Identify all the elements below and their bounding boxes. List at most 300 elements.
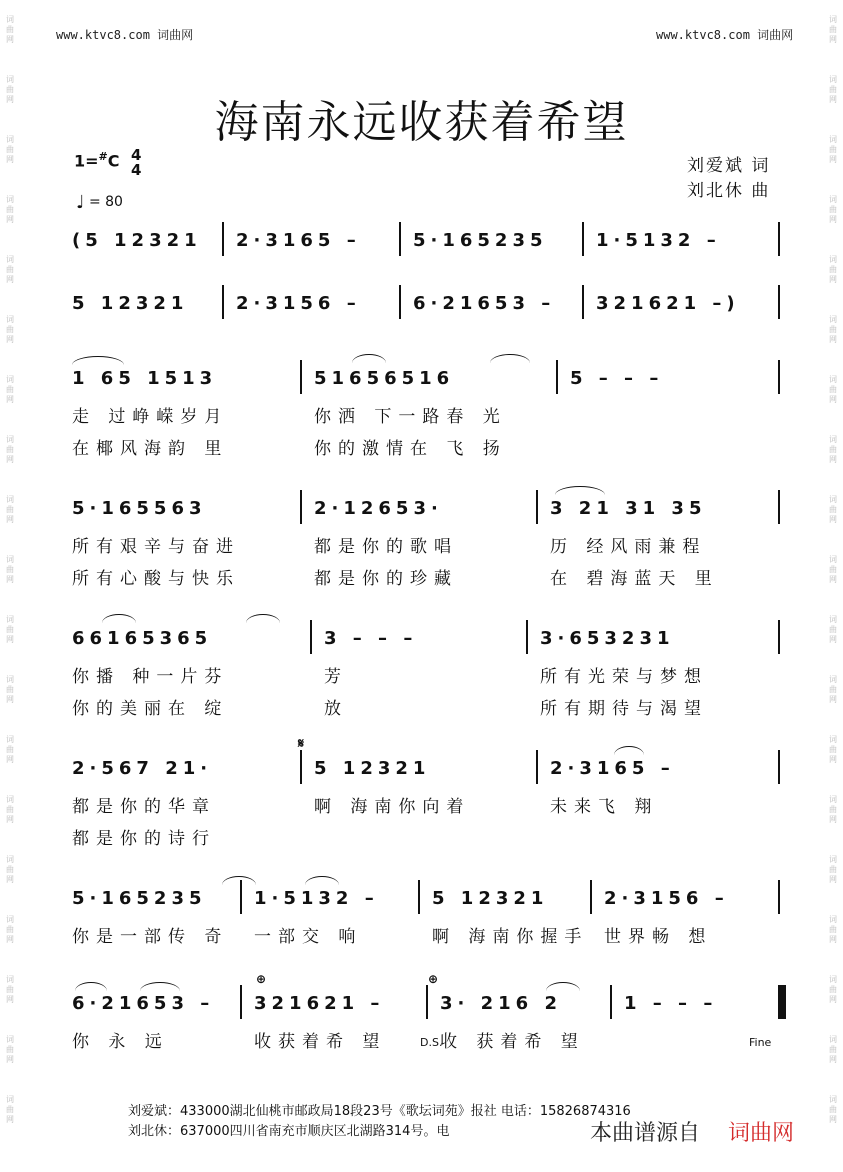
margin-watermark-right (823, 0, 843, 1172)
watermark-char: 词 (829, 495, 837, 504)
watermark-char: 词 (829, 435, 837, 444)
measure-notes: 3·653231 (540, 627, 675, 649)
watermark-char: 词 (6, 435, 14, 444)
watermark-char: 曲 (6, 745, 14, 754)
tempo-value: = 80 (88, 194, 123, 210)
lyric-verse-1: 所有光荣与梦想 (540, 667, 708, 687)
bar-line (426, 985, 428, 1019)
watermark-group (823, 780, 843, 840)
key-sharp: # (98, 150, 108, 163)
watermark-char: 词 (6, 555, 14, 564)
watermark-char: 词 (829, 615, 837, 624)
bar-line (300, 490, 302, 524)
source-label: 本曲谱源自 (590, 1121, 701, 1146)
watermark-char: 词 (829, 1035, 837, 1044)
measure (72, 750, 302, 786)
watermark-group (823, 240, 843, 300)
watermark-char: 曲 (6, 325, 14, 334)
measure (72, 490, 302, 526)
watermark-char: 词 (6, 15, 14, 24)
lyric-verse-1: 啊 海南你握手 (432, 927, 589, 947)
watermark-group (0, 720, 20, 780)
bar-line-end (778, 360, 780, 394)
bar-line (536, 750, 538, 784)
measure (596, 222, 766, 258)
measure (550, 750, 780, 786)
watermark-char: 网 (829, 815, 837, 824)
watermark-char: 网 (829, 515, 837, 524)
measure (72, 222, 232, 258)
watermark-char: 词 (6, 795, 14, 804)
watermark-char: 网 (6, 695, 14, 704)
measure (254, 880, 424, 916)
watermark-char: 曲 (6, 685, 14, 694)
watermark-char: 网 (829, 95, 837, 104)
coda-sign-icon: ⊕ (256, 972, 267, 986)
footer-line-2: 刘北休：637000四川省南充市顺庆区北湖路314号。电 (128, 1124, 450, 1139)
time-top: 4 (131, 146, 142, 164)
watermark-char: 词 (6, 315, 14, 324)
watermark-char: 曲 (6, 505, 14, 514)
measure (72, 880, 247, 916)
score-row (58, 620, 788, 660)
watermark-char: 曲 (829, 925, 837, 934)
watermark-group (0, 960, 20, 1020)
watermark-group (0, 0, 20, 60)
watermark-char: 网 (6, 95, 14, 104)
slur-mark (222, 876, 256, 885)
watermark-char: 曲 (829, 25, 837, 34)
bar-line (556, 360, 558, 394)
watermark-char: 网 (6, 455, 14, 464)
bar-line (310, 620, 312, 654)
watermark-char: 词 (829, 675, 837, 684)
lyric-verse-1: 都是你的华章 (72, 797, 216, 817)
watermark-char: 网 (829, 755, 837, 764)
lyric-verse-2: 在 碧海蓝天 里 (550, 569, 719, 589)
watermark-char: 词 (829, 555, 837, 564)
bar-line (590, 880, 592, 914)
measure-notes: 5·165235 (413, 229, 548, 251)
watermark-char: 曲 (829, 505, 837, 514)
lyric-verse-2: 所有期待与渴望 (540, 699, 708, 719)
da-segno-label: D.S. (420, 1036, 443, 1049)
lyric-verse-1: 世界畅 想 (604, 927, 713, 947)
bar-line (222, 222, 224, 256)
watermark-char: 曲 (6, 385, 14, 394)
measure (72, 620, 312, 656)
measure (314, 490, 534, 526)
key-signature (74, 150, 120, 170)
watermark-char: 曲 (829, 145, 837, 154)
watermark-group (823, 960, 843, 1020)
fine-label: Fine (749, 1036, 772, 1049)
watermark-char: 词 (829, 75, 837, 84)
watermark-char: 网 (6, 875, 14, 884)
quarter-note-icon: ♩ (76, 192, 85, 213)
measure (72, 360, 302, 396)
watermark-char: 词 (829, 1095, 837, 1104)
watermark-char: 网 (829, 35, 837, 44)
measure (596, 285, 766, 321)
bar-line (240, 985, 242, 1019)
watermark-char: 词 (6, 735, 14, 744)
measure (540, 620, 780, 656)
watermark-char: 网 (829, 575, 837, 584)
slur-mark (246, 614, 280, 623)
watermark-char: 网 (6, 155, 14, 164)
bar-line (526, 620, 528, 654)
score-row (58, 880, 788, 920)
watermark-group (0, 300, 20, 360)
lyric-verse-1: 你洒 下一路春 光 (314, 407, 507, 427)
watermark-char: 词 (6, 495, 14, 504)
measure (570, 360, 770, 396)
watermark-char: 词 (829, 915, 837, 924)
measure (324, 620, 524, 656)
key-prefix: 1= (74, 151, 99, 171)
watermark-char: 曲 (6, 25, 14, 34)
margin-watermark-left (0, 0, 20, 1172)
watermark-group (823, 900, 843, 960)
footer-line-1: 刘爱斌：433000湖北仙桃市邮政局18段23号《歌坛词苑》报社 电话：15826874316 (128, 1104, 631, 1119)
measure (72, 285, 232, 321)
lyric-verse-1: 一部交 响 (254, 927, 363, 947)
watermark-char: 网 (829, 395, 837, 404)
measure (624, 985, 774, 1021)
measure (604, 880, 774, 916)
watermark-char: 曲 (829, 625, 837, 634)
tempo-marking (76, 192, 123, 213)
watermark-char: 词 (829, 855, 837, 864)
watermark-char: 网 (6, 335, 14, 344)
bar-line (240, 880, 242, 914)
watermark-char: 词 (6, 675, 14, 684)
watermark-char: 曲 (6, 265, 14, 274)
slur-mark (490, 354, 530, 363)
measure-notes: 5·165563 (72, 497, 207, 519)
watermark-char: 词 (829, 15, 837, 24)
watermark-char: 曲 (6, 925, 14, 934)
measure-notes: (5 12321 (72, 229, 202, 251)
measure-notes: 3 – – – (324, 627, 418, 649)
watermark-char: 曲 (829, 1045, 837, 1054)
watermark-group (823, 420, 843, 480)
watermark-char: 词 (6, 255, 14, 264)
watermark-char: 网 (829, 275, 837, 284)
measure (236, 285, 406, 321)
watermark-char: 网 (829, 155, 837, 164)
watermark-group (0, 540, 20, 600)
measure-notes: 2·3156 – (604, 887, 729, 909)
measure-notes: 1 65 1513 (72, 367, 218, 389)
bar-line (300, 360, 302, 394)
watermark-char: 词 (6, 375, 14, 384)
bar-line (536, 490, 538, 524)
lyric-verse-2: 在椰风海韵 里 (72, 439, 229, 459)
watermark-char: 网 (829, 335, 837, 344)
measure-notes: 1·5132 – (596, 229, 721, 251)
measure-notes: 6·21653 – (72, 992, 215, 1014)
bar-line (418, 880, 420, 914)
watermark-char: 网 (6, 515, 14, 524)
lyric-verse-1: 历 经风雨兼程 (550, 537, 707, 557)
slur-mark (546, 982, 580, 991)
measure (440, 985, 620, 1021)
watermark-group (823, 1020, 843, 1080)
watermark-char: 网 (829, 635, 837, 644)
watermark-group (0, 840, 20, 900)
watermark-group (0, 360, 20, 420)
bar-line-end (778, 222, 780, 256)
watermark-group (0, 180, 20, 240)
key-note: C (107, 151, 120, 171)
lyric-verse-2: 所有心酸与快乐 (72, 569, 240, 589)
lyric-verse-1: 啊 海南你向着 (314, 797, 471, 817)
watermark-char: 曲 (829, 1105, 837, 1114)
bar-line-end (778, 620, 780, 654)
segno-sign-icon: 𝄋 (298, 736, 305, 752)
watermark-char: 曲 (6, 1105, 14, 1114)
measure-notes: 5 12321 (72, 292, 189, 314)
watermark-char: 曲 (6, 205, 14, 214)
measure-notes: 3· 216 2 (440, 992, 562, 1014)
measure-notes: 3 21 31 35 (550, 497, 707, 519)
watermark-char: 网 (6, 35, 14, 44)
watermark-char: 网 (6, 1055, 14, 1064)
watermark-group (823, 540, 843, 600)
watermark-char: 曲 (6, 805, 14, 814)
slur-mark (102, 614, 136, 623)
bar-line-end (778, 880, 780, 914)
measure (432, 880, 602, 916)
watermark-group (0, 600, 20, 660)
watermark-group (0, 780, 20, 840)
measure (254, 985, 424, 1021)
watermark-char: 词 (6, 195, 14, 204)
watermark-char: 网 (6, 575, 14, 584)
watermark-char: 网 (829, 215, 837, 224)
measure-notes: 5 – – – (570, 367, 664, 389)
watermark-group (823, 600, 843, 660)
watermark-group (0, 420, 20, 480)
watermark-char: 网 (829, 695, 837, 704)
watermark-group (0, 900, 20, 960)
watermark-char: 曲 (6, 1045, 14, 1054)
measure (413, 222, 588, 258)
watermark-group (823, 840, 843, 900)
watermark-char: 曲 (829, 865, 837, 874)
score-row (58, 360, 788, 400)
lyric-verse-2: 你的激情在 飞 扬 (314, 439, 507, 459)
composer-credit: 刘北休 曲 (687, 181, 771, 201)
lyric-verse-1: 你播 种一片芬 (72, 667, 229, 687)
lyric-verse-2: 放 (324, 699, 348, 719)
watermark-group (823, 660, 843, 720)
measure-notes: 2·12653· (314, 497, 443, 519)
site-url-left[interactable]: www.ktvc8.com 词曲网 (56, 28, 194, 42)
watermark-char: 曲 (6, 865, 14, 874)
watermark-char: 网 (829, 935, 837, 944)
watermark-char: 网 (829, 1115, 837, 1124)
measure-notes: 6·21653 – (413, 292, 556, 314)
watermark-group (0, 1080, 20, 1140)
bar-line (582, 222, 584, 256)
score-row (58, 985, 788, 1025)
watermark-group (823, 300, 843, 360)
lyricist-credit: 刘爱斌 词 (687, 156, 771, 176)
watermark-char: 词 (829, 375, 837, 384)
watermark-group (0, 480, 20, 540)
slur-mark (555, 486, 605, 495)
watermark-char: 曲 (829, 85, 837, 94)
measure (550, 490, 780, 526)
watermark-char: 曲 (829, 445, 837, 454)
watermark-char: 曲 (829, 385, 837, 394)
measure-notes: 2·567 21· (72, 757, 213, 779)
bar-line-end (778, 285, 780, 319)
lyric-verse-1: 收 获着希 望 (440, 1032, 585, 1052)
watermark-char: 网 (6, 395, 14, 404)
slur-mark (352, 354, 386, 363)
watermark-char: 曲 (6, 145, 14, 154)
watermark-char: 网 (6, 215, 14, 224)
slur-mark (614, 746, 644, 755)
measure-notes: 51656516 (314, 367, 455, 389)
watermark-char: 曲 (829, 985, 837, 994)
watermark-char: 词 (6, 615, 14, 624)
bar-line (610, 985, 612, 1019)
lyric-verse-1: 都是你的歌唱 (314, 537, 458, 557)
watermark-char: 词 (6, 1095, 14, 1104)
watermark-group (823, 180, 843, 240)
lyric-verse-1: 你是一部传 奇 (72, 927, 229, 947)
bar-line-end (778, 985, 786, 1019)
bar-line (222, 285, 224, 319)
watermark-char: 曲 (6, 625, 14, 634)
watermark-char: 曲 (829, 685, 837, 694)
watermark-group (0, 1020, 20, 1080)
watermark-char: 网 (6, 995, 14, 1004)
watermark-char: 词 (829, 255, 837, 264)
measure-notes: 2·3165 – (236, 229, 361, 251)
measure-notes: 66165365 (72, 627, 213, 649)
lyric-verse-2: 你的美丽在 绽 (72, 699, 229, 719)
score-row (58, 490, 788, 530)
song-title: 海南永远收获着希望 (214, 97, 629, 148)
watermark-char: 网 (829, 455, 837, 464)
measure (413, 285, 588, 321)
score-row (58, 285, 788, 325)
watermark-char: 网 (829, 995, 837, 1004)
watermark-char: 网 (6, 635, 14, 644)
watermark-char: 网 (6, 815, 14, 824)
watermark-char: 网 (6, 935, 14, 944)
watermark-char: 词 (6, 915, 14, 924)
watermark-group (823, 1080, 843, 1140)
coda-sign-icon-2: ⊕ (428, 972, 439, 986)
watermark-char: 网 (6, 755, 14, 764)
bar-line (399, 222, 401, 256)
watermark-char: 网 (829, 875, 837, 884)
watermark-char: 词 (6, 855, 14, 864)
watermark-char: 词 (829, 135, 837, 144)
lyric-verse-2: 都是你的珍藏 (314, 569, 458, 589)
slur-mark (140, 982, 180, 991)
score-row (58, 222, 788, 262)
watermark-group (0, 240, 20, 300)
watermark-char: 曲 (6, 985, 14, 994)
watermark-char: 词 (829, 735, 837, 744)
watermark-char: 曲 (6, 445, 14, 454)
lyric-verse-2: 都是你的诗行 (72, 829, 216, 849)
measure-notes: 1 – – – (624, 992, 718, 1014)
watermark-char: 曲 (829, 325, 837, 334)
measure (314, 360, 554, 396)
watermark-group (0, 660, 20, 720)
watermark-char: 词 (829, 315, 837, 324)
slur-mark (75, 982, 107, 991)
watermark-char: 曲 (6, 565, 14, 574)
measure-notes: 2·3165 – (550, 757, 675, 779)
measure-notes: 321621 –) (596, 292, 740, 314)
measure-notes: 321621 – (254, 992, 385, 1014)
watermark-char: 网 (6, 275, 14, 284)
slur-mark (305, 876, 339, 885)
bar-line (582, 285, 584, 319)
watermark-char: 词 (829, 975, 837, 984)
watermark-char: 曲 (829, 265, 837, 274)
source-brand[interactable]: 词曲网 (728, 1121, 795, 1146)
watermark-char: 词 (6, 75, 14, 84)
watermark-group (823, 480, 843, 540)
slur-mark (72, 356, 124, 365)
watermark-char: 网 (829, 1055, 837, 1064)
measure-notes: 2·3156 – (236, 292, 361, 314)
bar-line-end (778, 750, 780, 784)
lyric-verse-1: 所有艰辛与奋进 (72, 537, 240, 557)
time-signature (131, 148, 141, 178)
measure-notes: 5·165235 (72, 887, 207, 909)
watermark-char: 曲 (6, 85, 14, 94)
watermark-char: 曲 (829, 805, 837, 814)
watermark-char: 词 (6, 975, 14, 984)
watermark-char: 曲 (829, 565, 837, 574)
lyric-verse-1: 未来飞 翔 (550, 797, 659, 817)
watermark-group (823, 0, 843, 60)
watermark-group (823, 360, 843, 420)
time-bottom: 4 (131, 161, 142, 179)
lyric-verse-1: 你 永 远 (72, 1032, 169, 1052)
measure (236, 222, 406, 258)
bar-line (300, 750, 302, 784)
lyric-verse-1: 走 过峥嵘岁月 (72, 407, 229, 427)
score-row (58, 750, 788, 790)
watermark-char: 曲 (829, 745, 837, 754)
lyric-verse-1: 收获着希 望 (254, 1032, 387, 1052)
measure (314, 750, 534, 786)
site-url-right[interactable]: www.ktvc8.com 词曲网 (656, 28, 794, 42)
watermark-char: 曲 (829, 205, 837, 214)
measure-notes: 5 12321 (432, 887, 549, 909)
measure-notes: 1·5132 – (254, 887, 379, 909)
measure-notes: 5 12321 (314, 757, 431, 779)
watermark-char: 词 (6, 135, 14, 144)
watermark-char: 词 (829, 795, 837, 804)
bar-line (399, 285, 401, 319)
watermark-char: 网 (6, 1115, 14, 1124)
watermark-char: 词 (829, 195, 837, 204)
